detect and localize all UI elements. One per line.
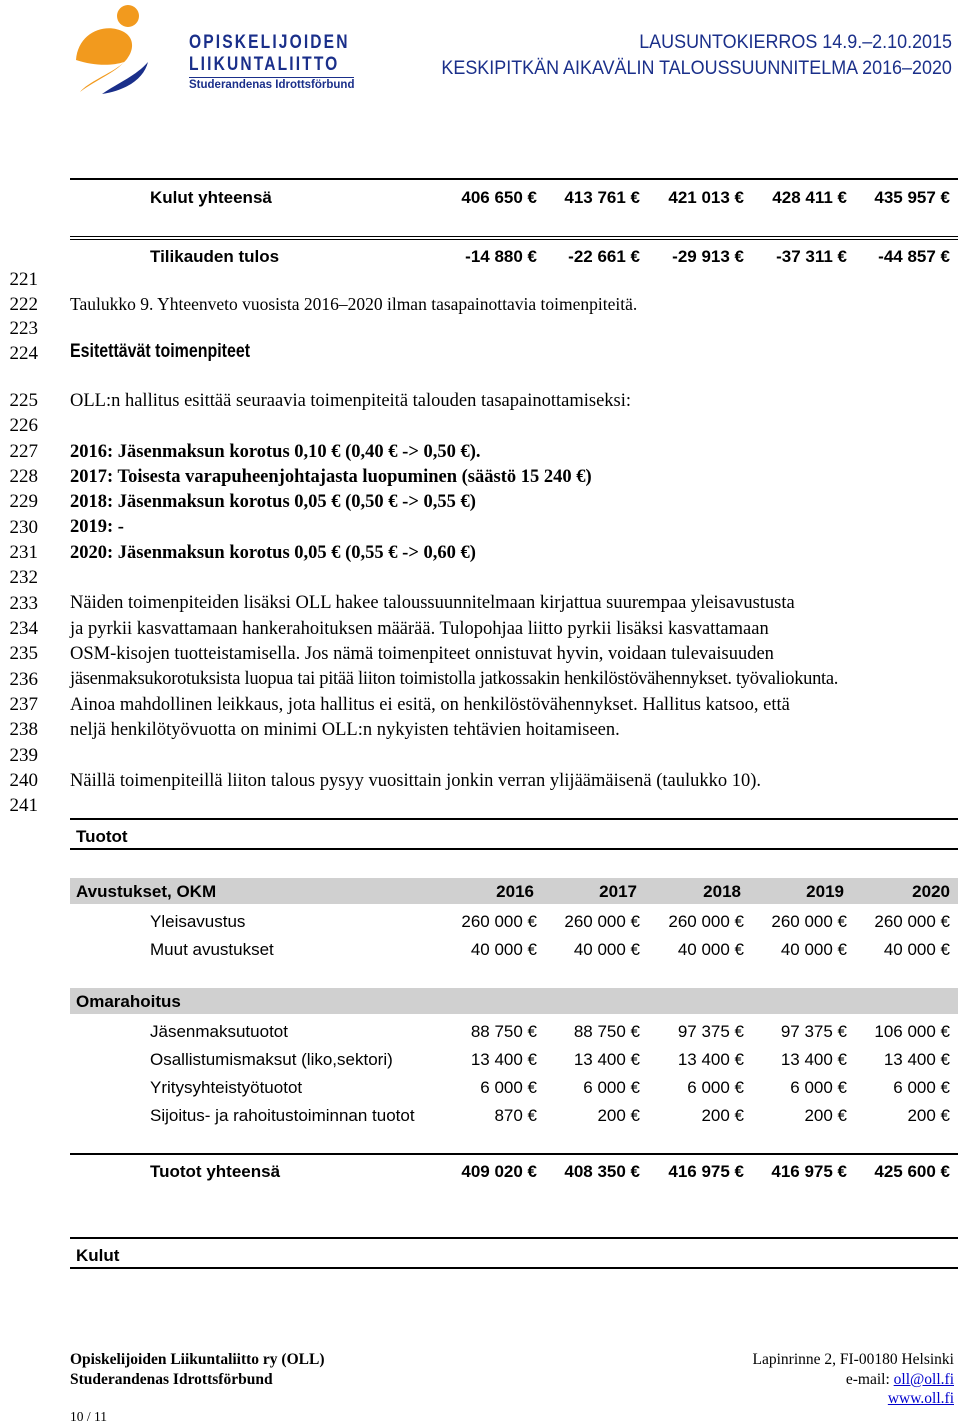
cell: 13 400 € (883, 1050, 950, 1069)
row-label: Yritysyhteistyötuotot (150, 1078, 303, 1097)
line-number: 240 (9, 770, 38, 791)
table-top-rule (70, 178, 958, 180)
paragraph-line-text: neljä henkilötyövuotta on minimi OLL:n nykyisten tehtävien hoitamiseen. (70, 720, 620, 740)
cell: 416 975 € (771, 1162, 847, 1181)
cell: 40 000 € (780, 940, 847, 959)
kulut-top-rule (70, 1237, 958, 1239)
cell: 13 400 € (780, 1050, 847, 1069)
paragraph-line (70, 642, 954, 667)
omarahoitus-header (70, 988, 958, 1014)
line-number: 227 (9, 441, 38, 462)
cell: 200 € (597, 1106, 640, 1125)
footer-org-fi: Opiskelijoiden Liikuntaliitto ry (OLL) (70, 1351, 325, 1368)
measure-2018: 2018: Jäsenmaksun korotus 0,05 € (0,50 € -> 0,55 €) (70, 492, 476, 512)
cell: 260 000 € (771, 912, 847, 931)
line-number: 234 (9, 618, 38, 639)
line-number: 237 (9, 694, 38, 715)
measure-2019: 2019: - (70, 517, 124, 537)
paragraph-line (70, 667, 954, 692)
paragraph-line (70, 693, 954, 718)
line-number: 239 (9, 745, 38, 766)
table-row (70, 912, 956, 936)
line-number: 231 (9, 542, 38, 563)
row-label: Tilikauden tulos (150, 247, 280, 266)
row-label: Sijoitus- ja rahoitustoiminnan tuotot (150, 1106, 415, 1125)
section-heading: Esitettävät toimenpiteet (70, 341, 251, 362)
tuotot-title: Tuotot (76, 827, 128, 846)
cell: 260 000 € (564, 912, 640, 931)
paragraph-line (70, 718, 954, 743)
cell: 413 761 € (564, 188, 640, 207)
measure-2020: 2020: Jäsenmaksun korotus 0,05 € (0,55 € -> 0,60 €) (70, 543, 476, 563)
line-number: 225 (9, 390, 38, 411)
omarahoitus-title: Omarahoitus (76, 992, 181, 1011)
table-row (70, 1050, 956, 1074)
line-number: 233 (9, 593, 38, 614)
cell: 97 375 € (677, 1022, 744, 1041)
closing-text: Näillä toimenpiteillä liiton talous pysyy vuosittain jonkin verran ylijäämäisenä (taulukko 10). (70, 771, 762, 791)
row-label: Osallistumismaksut (liko,sektori) (150, 1050, 393, 1069)
cell: 6 000 € (687, 1078, 744, 1097)
footer-email-line (846, 1371, 954, 1389)
line-number: 235 (9, 643, 38, 664)
line-number: 232 (9, 567, 38, 588)
logo-divider (189, 77, 354, 78)
row-label: Yleisavustus (150, 912, 246, 931)
table-row-tuotot-yhteensa (70, 1162, 956, 1186)
intro-text: OLL:n hallitus esittää seuraavia toimenpiteitä talouden tasapainottamiseksi: (70, 391, 632, 411)
paragraph-line-text: OSM-kisojen tuotteistamisella. Jos nämä toimenpiteet onnistuvat hyvin, voidaan tulevaisuuden (70, 644, 774, 664)
table-row (70, 1078, 956, 1102)
table-row-tilikauden-tulos (70, 247, 956, 271)
line-number: 236 (9, 669, 38, 690)
line-number: 238 (9, 719, 38, 740)
footer-org-sv: Studerandenas Idrottsförbund (70, 1371, 273, 1388)
cell: 421 013 € (668, 188, 744, 207)
cell: 406 650 € (461, 188, 537, 207)
year-2020: 2020 (912, 882, 950, 901)
cell: 40 000 € (573, 940, 640, 959)
table-row (70, 1106, 956, 1130)
paragraph-line-text: ja pyrkii kasvattamaan hankerahoituksen määrää. Tulopohjaa liitto pyrkii lisäksi kasvattamaan (70, 619, 769, 639)
double-rule-2 (70, 239, 958, 240)
avustukset-header (70, 878, 958, 904)
cell: -44 857 € (878, 247, 950, 266)
cell: 409 020 € (461, 1162, 537, 1181)
year-2019: 2019 (806, 882, 844, 901)
paragraph-line (70, 591, 954, 616)
email-link[interactable]: oll@oll.fi (893, 1371, 954, 1388)
cell: 88 750 € (573, 1022, 640, 1041)
paragraph-line-text: jäsenmaksukorotuksista luopua tai pitää liiton toimistolla jatkossakin henkilöstövähennykset. työvaliokunta. (70, 669, 839, 689)
paragraph-line-text: Näiden toimenpiteiden lisäksi OLL hakee taloussuunnitelmaan kirjattua suurempaa yleisavustusta (70, 593, 795, 613)
cell: 260 000 € (874, 912, 950, 931)
cell: 416 975 € (668, 1162, 744, 1181)
tuotot-bottom-rule (70, 848, 958, 850)
cell: -37 311 € (776, 247, 847, 266)
year-2016: 2016 (496, 882, 534, 901)
cell: 6 000 € (480, 1078, 537, 1097)
cell: 870 € (494, 1106, 537, 1125)
cell: 13 400 € (677, 1050, 744, 1069)
paragraph-line-text: Ainoa mahdollinen leikkaus, jota hallitus ei esitä, on henkilöstövähennykset. Hallitus katsoo, että (70, 695, 790, 715)
cell: 6 000 € (790, 1078, 847, 1097)
cell: -14 880 € (465, 247, 537, 266)
email-label: e-mail: (845, 1371, 894, 1388)
cell: 13 400 € (470, 1050, 537, 1069)
cell: 13 400 € (573, 1050, 640, 1069)
cell: 97 375 € (780, 1022, 847, 1041)
cell: 200 € (804, 1106, 847, 1125)
measure-2017: 2017: Toisesta varapuheenjohtajasta luopuminen (säästö 15 240 €) (70, 467, 592, 487)
line-number: 230 (9, 517, 38, 538)
cell: 88 750 € (470, 1022, 537, 1041)
total-rule (70, 1153, 958, 1155)
kulut-title: Kulut (76, 1246, 120, 1265)
line-number: 222 (9, 294, 38, 315)
cell: 408 350 € (564, 1162, 640, 1181)
cell: 200 € (701, 1106, 744, 1125)
measure-2016: 2016: Jäsenmaksun korotus 0,10 € (0,40 € -> 0,50 €). (70, 442, 481, 462)
line-number: 221 (9, 269, 38, 290)
year-2017: 2017 (599, 882, 637, 901)
cell: 425 600 € (874, 1162, 950, 1181)
logo-line-3: Studerandenas Idrottsförbund (189, 79, 355, 91)
cell: 6 000 € (893, 1078, 950, 1097)
line-number: 226 (9, 415, 38, 436)
table-row-kulut-yhteensa (70, 188, 956, 212)
cell: 6 000 € (583, 1078, 640, 1097)
table-caption: Taulukko 9. Yhteenveto vuosista 2016–2020 ilman tasapainottavia toimenpiteitä. (70, 294, 638, 314)
page-number: 10 / 11 (70, 1409, 107, 1424)
cell: 40 000 € (677, 940, 744, 959)
plan-title: KESKIPITKÄN AIKAVÄLIN TALOUSSUUNNITELMA 2016–2020 (441, 57, 952, 79)
website-link[interactable]: www.oll.fi (887, 1390, 954, 1407)
line-number: 224 (9, 343, 38, 364)
row-label: Tuotot yhteensä (150, 1162, 281, 1181)
footer-website (888, 1390, 954, 1408)
cell: 435 957 € (874, 188, 950, 207)
cell: 260 000 € (668, 912, 744, 931)
line-number: 241 (9, 795, 38, 816)
logo-line-2: LIIKUNTALIITTO (189, 54, 340, 75)
double-rule-1 (70, 236, 958, 237)
logo-line-1: OPISKELIJOIDEN (189, 32, 350, 53)
row-label: Muut avustukset (150, 940, 274, 959)
cell: 40 000 € (883, 940, 950, 959)
footer-address: Lapinrinne 2, FI-00180 Helsinki (752, 1351, 954, 1368)
row-label: Jäsenmaksutuotot (150, 1022, 288, 1041)
avustukset-title: Avustukset, OKM (76, 882, 217, 901)
line-number: 228 (9, 466, 38, 487)
table-row (70, 940, 956, 964)
cell: -22 661 € (568, 247, 640, 266)
kulut-bottom-rule (70, 1267, 958, 1269)
line-number: 229 (9, 491, 38, 512)
tuotot-top-rule (70, 818, 958, 820)
cell: 40 000 € (470, 940, 537, 959)
cell: 428 411 € (772, 188, 847, 207)
row-label: Kulut yhteensä (150, 188, 272, 207)
paragraph-line (70, 617, 954, 642)
cell: 260 000 € (461, 912, 537, 931)
cell: 200 € (907, 1106, 950, 1125)
year-2018: 2018 (703, 882, 741, 901)
review-round: LAUSUNTOKIERROS 14.9.–2.10.2015 (639, 31, 952, 53)
cell: 106 000 € (874, 1022, 950, 1041)
table-row (70, 1022, 956, 1046)
line-number: 223 (9, 318, 38, 339)
cell: -29 913 € (672, 247, 744, 266)
